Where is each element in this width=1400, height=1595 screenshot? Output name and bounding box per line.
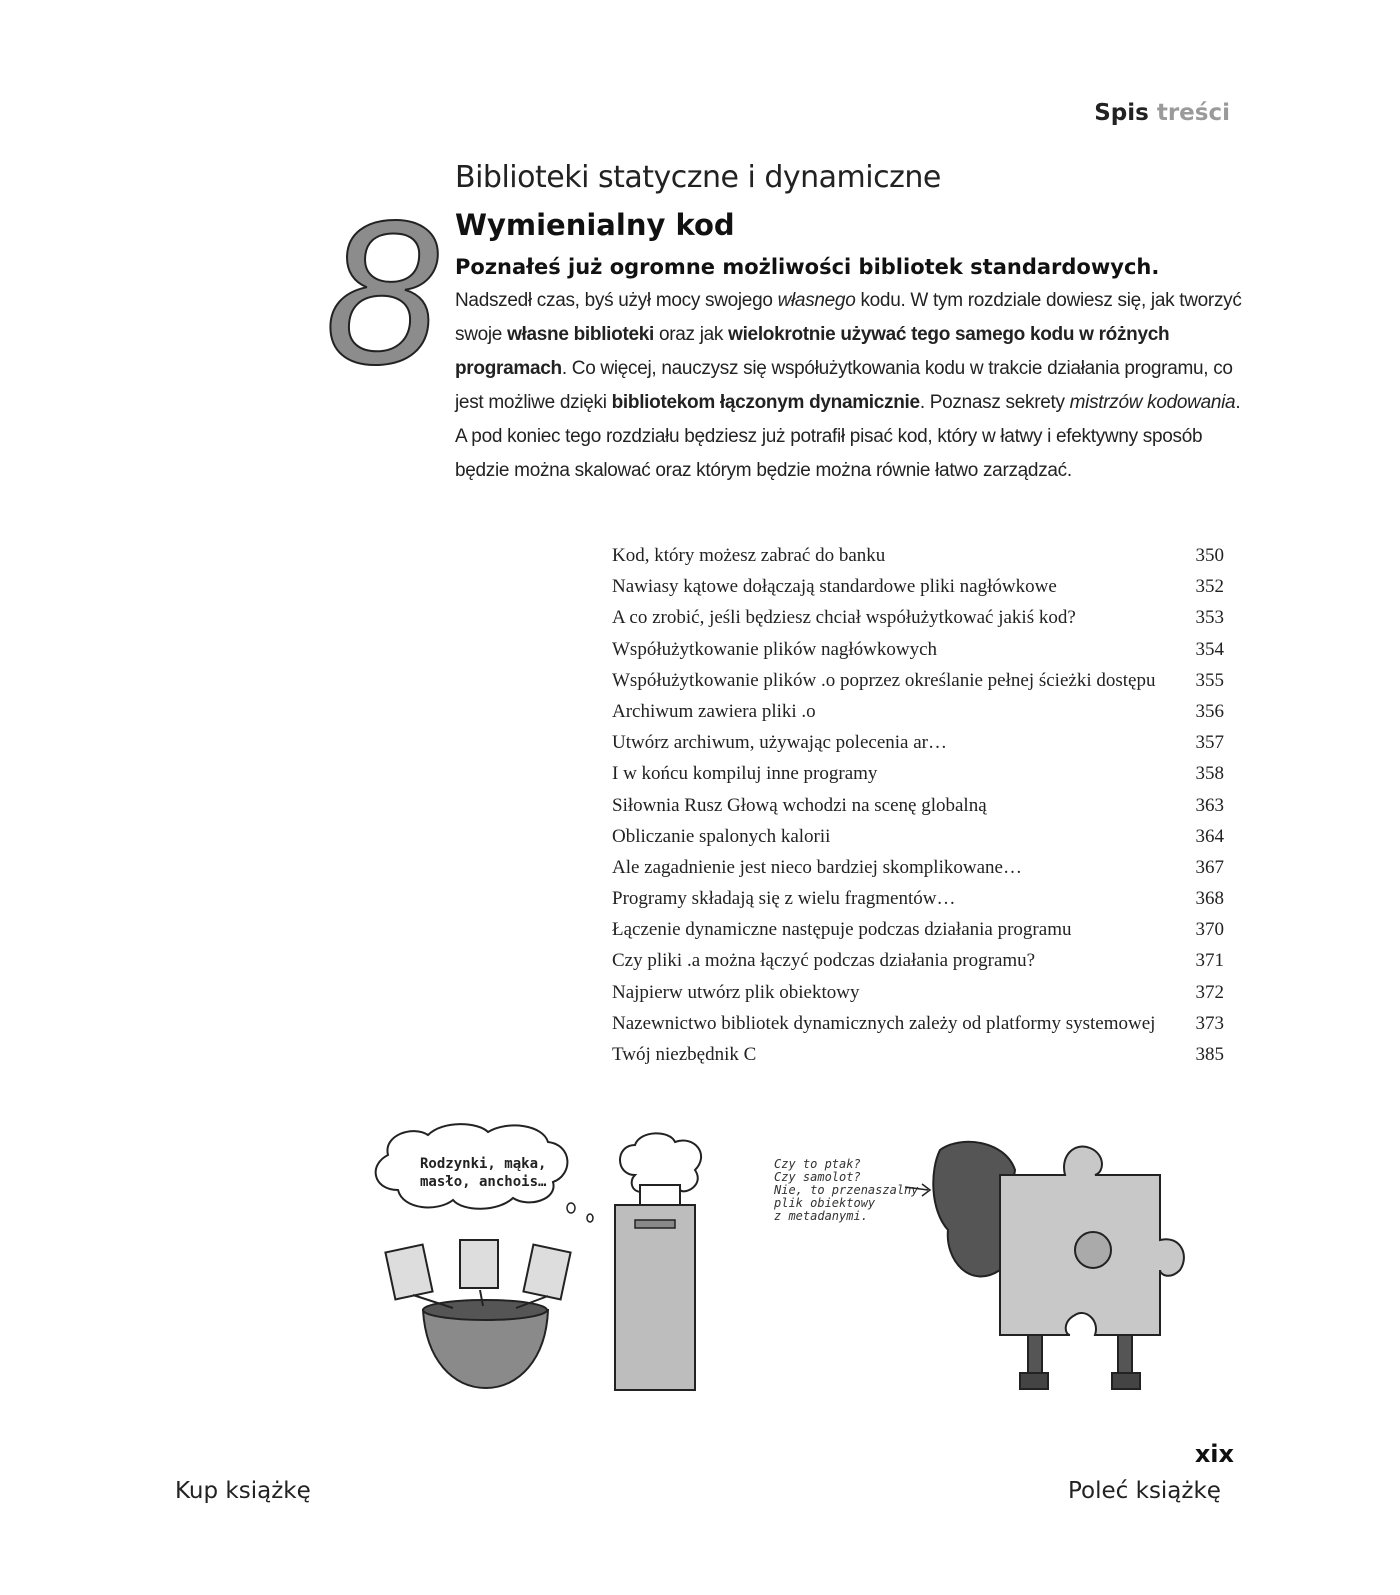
toc-page: 372 bbox=[1195, 981, 1224, 1003]
toc-page: 368 bbox=[1195, 888, 1224, 910]
toc-title: Najpierw utwórz plik obiektowy bbox=[612, 981, 860, 1003]
recommend-book-link[interactable]: Poleć książkę bbox=[1068, 1478, 1221, 1504]
toc-title: Twój niezbędnik C bbox=[612, 1044, 757, 1065]
toc-title: Ale zagadnienie jest nieco bardziej skomplikowane… bbox=[612, 856, 1022, 878]
toc-row[interactable] bbox=[612, 977, 1224, 1008]
toc-title: Nazewnictwo bibliotek dynamicznych zależy od platformy systemowej bbox=[612, 1012, 1156, 1034]
bowl-icon bbox=[423, 1310, 548, 1388]
toc-title: Współużytkowanie plików .o poprzez określanie pełnej ścieżki dostępu bbox=[612, 669, 1156, 691]
toc-title: Czy pliki .a można łączyć podczas działania programu? bbox=[612, 950, 1036, 972]
toc-row[interactable] bbox=[612, 1008, 1224, 1039]
toc-row[interactable] bbox=[612, 821, 1224, 852]
toc-row[interactable] bbox=[612, 727, 1224, 758]
intro-segment: kodu. W tym rozdziale dowiesz się, jak tworzyć swoje bbox=[455, 290, 1242, 345]
toc-row[interactable] bbox=[612, 758, 1224, 789]
toc-title: Programy składają się z wielu fragmentów… bbox=[612, 888, 956, 910]
toc-page: 354 bbox=[1195, 638, 1224, 660]
toc-row[interactable] bbox=[612, 696, 1224, 727]
toc-title: A co zrobić, jeśli będziesz chciał współużytkować jakiś kod? bbox=[612, 607, 1076, 629]
puzzle-hero-illustration bbox=[770, 1130, 1200, 1395]
toc-page: 352 bbox=[1195, 576, 1224, 598]
note-line: plik obiektowy bbox=[774, 1196, 876, 1210]
intro-segment: oraz jak bbox=[654, 324, 729, 345]
intro-segment: mistrzów kodowania bbox=[1069, 392, 1236, 413]
toc-page: 370 bbox=[1195, 919, 1224, 941]
toc-page: 363 bbox=[1195, 794, 1224, 816]
toc-row[interactable] bbox=[612, 1039, 1224, 1070]
toc-page: 357 bbox=[1195, 732, 1224, 754]
document-icon bbox=[385, 1240, 570, 1299]
toc-row[interactable] bbox=[612, 571, 1224, 602]
toc-page: 385 bbox=[1195, 1044, 1224, 1065]
toc-title: I w końcu kompiluj inne programy bbox=[612, 763, 878, 785]
chapter-subtitle: Biblioteki statyczne i dynamiczne bbox=[455, 160, 941, 195]
toc-page: 364 bbox=[1195, 825, 1224, 847]
buy-book-link[interactable]: Kup książkę bbox=[175, 1478, 311, 1504]
intro-segment: wielokrotnie używać tego samego kodu w różnych programach bbox=[455, 324, 1170, 379]
intro-segment: Nadszedł czas, byś użył mocy swojego bbox=[455, 290, 778, 311]
toc-page: 367 bbox=[1195, 856, 1224, 878]
toc-row[interactable] bbox=[612, 540, 1224, 571]
header-word-2: treści bbox=[1156, 100, 1230, 126]
chapter-intro bbox=[455, 284, 1245, 488]
note-line: Czy samolot? bbox=[774, 1170, 861, 1184]
toc-row[interactable] bbox=[612, 883, 1224, 914]
toc-page: 371 bbox=[1195, 950, 1224, 972]
toc-row[interactable] bbox=[612, 945, 1224, 976]
intro-segment: własnego bbox=[777, 290, 856, 311]
toc-title: Utwórz archiwum, używając polecenia ar… bbox=[612, 732, 947, 754]
cloud-line-1: Rodzynki, mąka, bbox=[420, 1156, 547, 1172]
toc-row[interactable] bbox=[612, 852, 1224, 883]
chapter-lead: Poznałeś już ogromne możliwości bibliotek standardowych. bbox=[455, 255, 1160, 279]
note-line: Nie, to przenaszalny bbox=[774, 1183, 919, 1197]
intro-segment: . Poznasz sekrety bbox=[919, 392, 1070, 413]
toc-title: Współużytkowanie plików nagłówkowych bbox=[612, 638, 938, 660]
toc-page: 373 bbox=[1195, 1012, 1224, 1034]
toc-title: Łączenie dynamiczne następuje podczas działania programu bbox=[612, 919, 1072, 941]
chapter-number: 8 bbox=[325, 178, 440, 407]
note-line: z metadanymi. bbox=[774, 1209, 868, 1223]
cloud-line-2: masło, anchois… bbox=[420, 1174, 547, 1190]
toc-page: 350 bbox=[1195, 545, 1224, 566]
intro-segment: . Co więcej, nauczysz się współużytkowania kodu w trakcie działania programu, co jest możliwe dzięki bbox=[455, 358, 1233, 413]
toc-row[interactable] bbox=[612, 634, 1224, 665]
toc-title: Archiwum zawiera pliki .o bbox=[612, 700, 816, 722]
chef-hat-icon bbox=[620, 1133, 701, 1192]
intro-segment: własne biblioteki bbox=[507, 324, 654, 345]
toc-row[interactable] bbox=[612, 602, 1224, 633]
toc-row[interactable] bbox=[612, 665, 1224, 696]
header-word-1: Spis bbox=[1094, 100, 1149, 126]
toc-title: Kod, który możesz zabrać do banku bbox=[612, 545, 886, 566]
toc-page: 353 bbox=[1195, 607, 1224, 629]
intro-segment: . A pod koniec tego rozdziału będziesz już potrafił pisać kod, który w łatwy i efektywny sposób będzie można skalować oraz którym będzie można równie łatwo zarządzać. bbox=[455, 392, 1241, 481]
toc-title: Nawiasy kątowe dołączają standardowe pliki nagłówkowe bbox=[612, 576, 1057, 598]
toc-page: 358 bbox=[1195, 763, 1224, 785]
note-line: Czy to ptak? bbox=[774, 1157, 861, 1171]
toc-row[interactable] bbox=[612, 914, 1224, 945]
chapter-title: Wymienialny kod bbox=[455, 208, 735, 242]
speech-note bbox=[773, 1157, 919, 1223]
intro-segment: bibliotekom łączonym dynamicznie bbox=[611, 392, 920, 413]
running-header bbox=[1094, 100, 1230, 126]
toc-title: Obliczanie spalonych kalorii bbox=[612, 825, 831, 847]
table-of-contents bbox=[612, 540, 1224, 1070]
toc-row[interactable] bbox=[612, 790, 1224, 821]
page-number: xix bbox=[1194, 1440, 1234, 1468]
toc-page: 355 bbox=[1195, 669, 1224, 691]
recipe-illustration bbox=[368, 1120, 598, 1395]
chef-fridge-illustration bbox=[610, 1130, 710, 1395]
toc-page: 356 bbox=[1195, 700, 1224, 722]
toc-title: Siłownia Rusz Głową wchodzi na scenę globalną bbox=[612, 794, 987, 816]
